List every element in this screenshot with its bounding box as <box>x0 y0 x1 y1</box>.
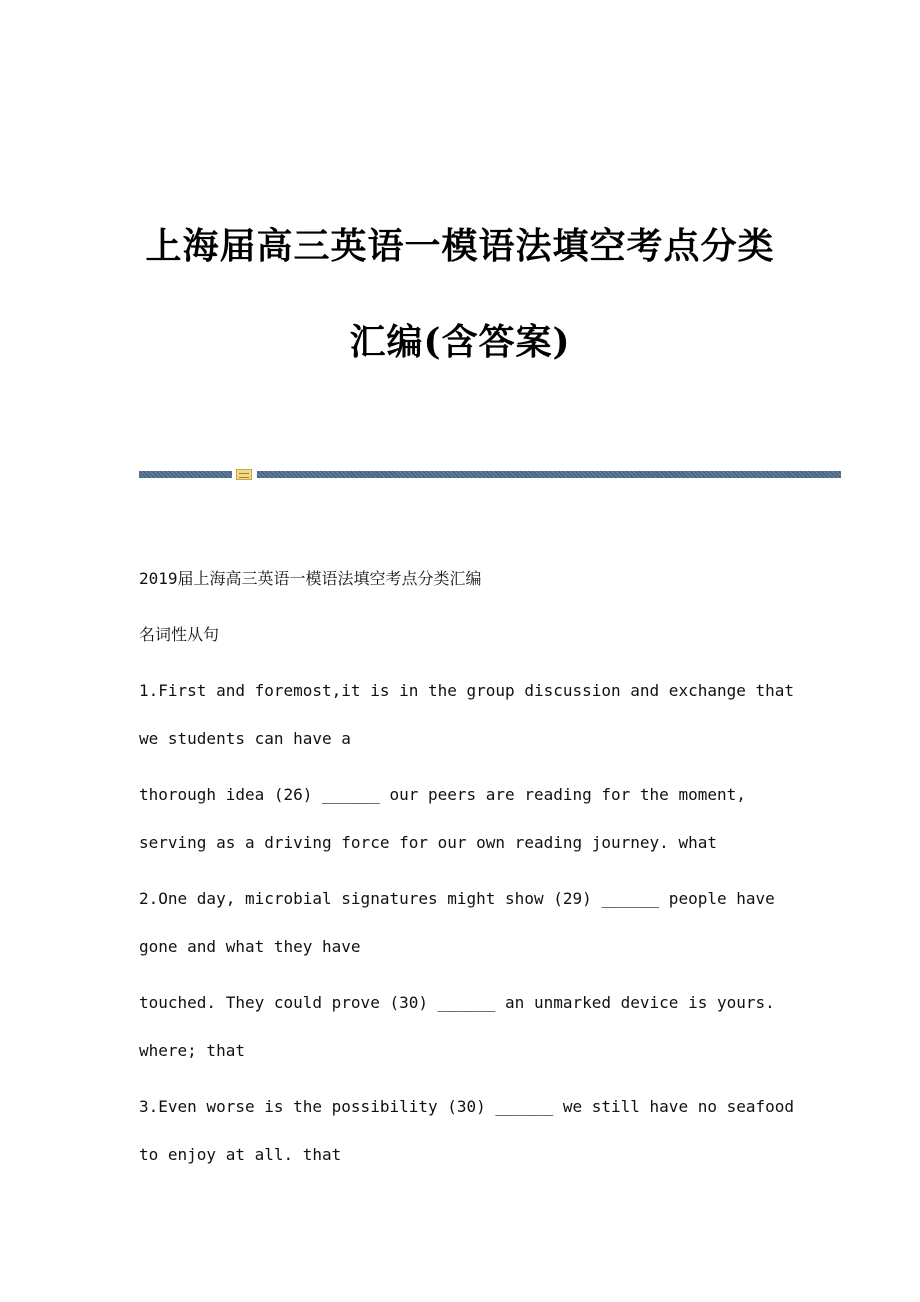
question-2-line-2: gone and what they have <box>139 937 361 956</box>
question-2-line-1: 2.One day, microbial signatures might show (29) ______ people have <box>139 889 775 908</box>
document-title-line-2: 汇编(含答案) <box>349 321 571 363</box>
question-1-line-3: thorough idea (26) ______ our peers are reading for the moment, <box>139 785 746 804</box>
document-title-line-1: 上海届高三英语一模语法填空考点分类 <box>145 225 775 267</box>
question-2-line-3: touched. They could prove (30) ______ an unmarked device is yours. <box>139 993 775 1012</box>
title-divider <box>139 469 841 480</box>
divider-ornament-icon <box>236 469 252 480</box>
question-3-line-1: 3.Even worse is the possibility (30) ______ we still have no seafood <box>139 1097 795 1116</box>
question-3-answer-line: to enjoy at all. that <box>139 1145 342 1164</box>
question-1-line-2: we students can have a <box>139 729 351 748</box>
question-1-line-1: 1.First and foremost,it is in the group discussion and exchange that <box>139 681 795 700</box>
section-heading: 名词性从句 <box>139 625 220 644</box>
divider-bar-right <box>257 471 841 478</box>
question-1-answer-line: serving as a driving force for our own reading journey. what <box>139 833 717 852</box>
divider-bar-left <box>139 471 232 478</box>
document-subtitle: 2019届上海高三英语一模语法填空考点分类汇编 <box>139 569 482 588</box>
question-2-answer-line: where; that <box>139 1041 245 1060</box>
